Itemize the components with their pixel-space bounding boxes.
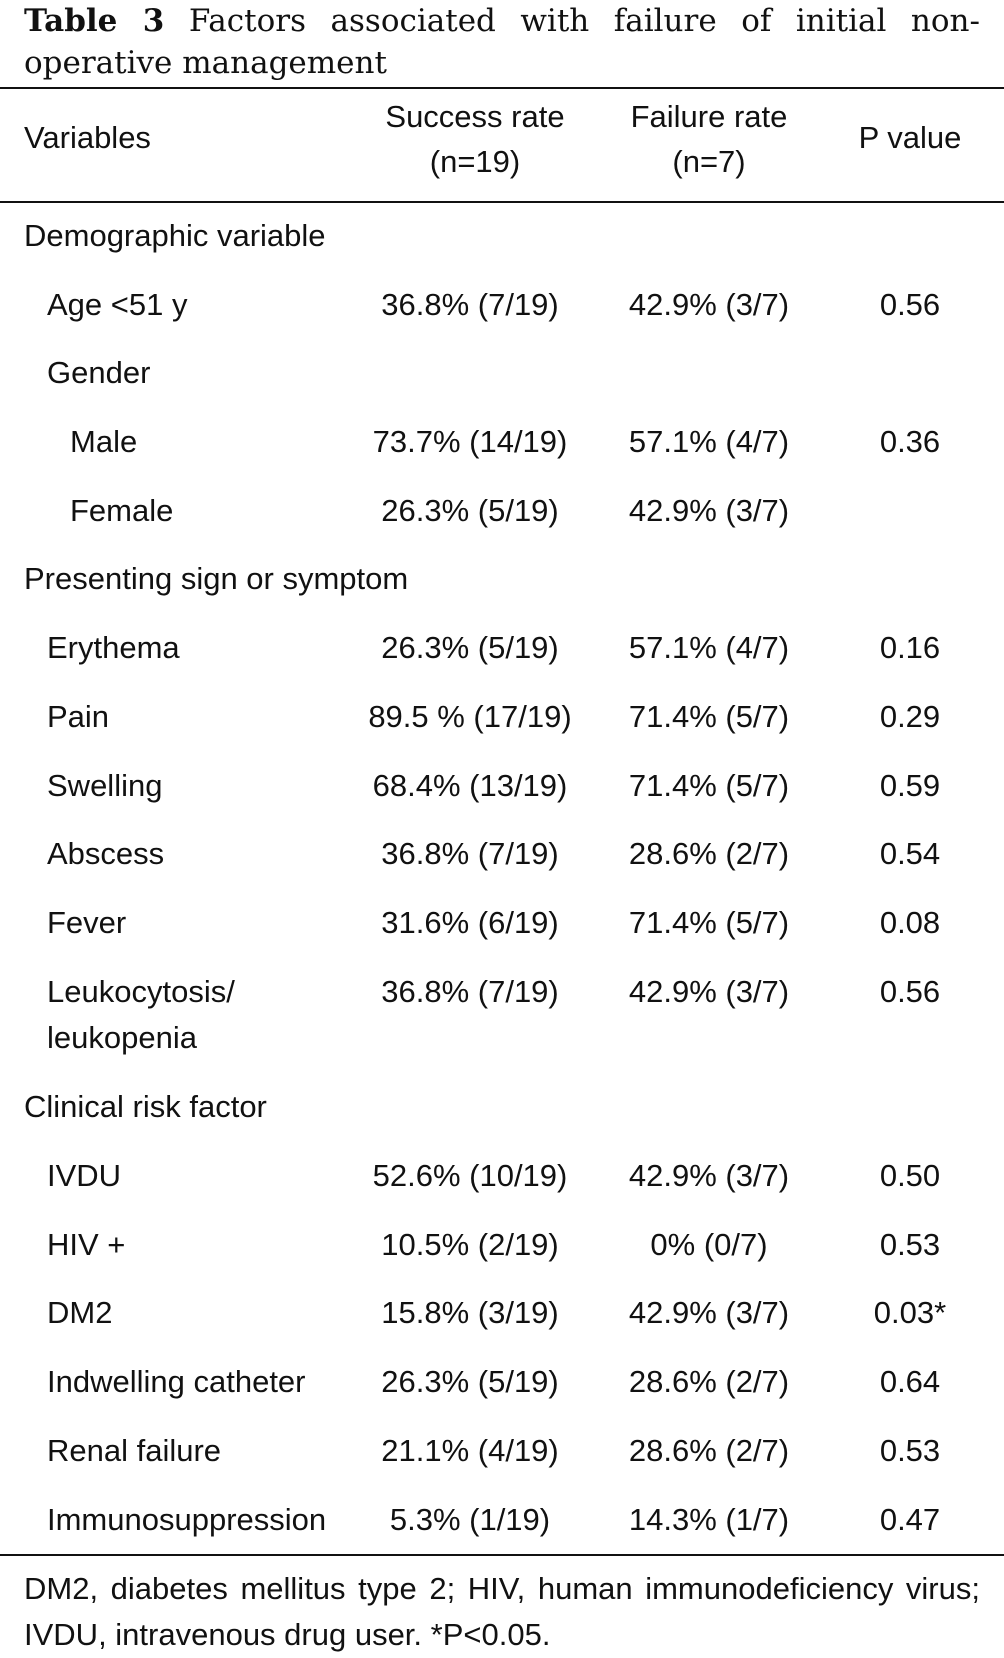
row-label: Female bbox=[70, 493, 174, 528]
pvalue-cell: 0.56 bbox=[879, 974, 941, 1009]
success-cell: 68.4% (13/19) bbox=[372, 768, 568, 803]
pvalue-cell: 0.08 bbox=[879, 905, 941, 940]
header-success-line1: Success rate bbox=[385, 99, 565, 134]
success-cell: 26.3% (5/19) bbox=[381, 493, 559, 528]
row-label: Erythema bbox=[47, 630, 180, 665]
success-cell: 21.1% (4/19) bbox=[381, 1433, 559, 1468]
failure-cell: 14.3% (1/7) bbox=[628, 1502, 790, 1537]
row-label: Gender bbox=[47, 355, 151, 390]
failure-cell: 42.9% (3/7) bbox=[628, 974, 790, 1009]
header-pvalue: P value bbox=[858, 120, 962, 155]
success-cell: 36.8% (7/19) bbox=[381, 836, 559, 871]
success-cell: 31.6% (6/19) bbox=[381, 905, 559, 940]
table-caption bbox=[24, 0, 980, 84]
success-cell: 36.8% (7/19) bbox=[381, 974, 559, 1009]
row-label: Leukocytosis/ bbox=[47, 974, 235, 1009]
table-footnote: DM2, diabetes mellitus type 2; HIV, human immunodeficiency virus; IVDU, intravenous drug user. *P<0.05. bbox=[24, 1571, 980, 1652]
pvalue-cell: 0.53 bbox=[879, 1433, 941, 1468]
failure-cell: 28.6% (2/7) bbox=[628, 1364, 790, 1399]
success-cell: 52.6% (10/19) bbox=[372, 1158, 568, 1193]
success-cell: 73.7% (14/19) bbox=[372, 424, 568, 459]
pvalue-cell: 0.59 bbox=[879, 768, 941, 803]
row-label: Renal failure bbox=[47, 1433, 222, 1468]
bottom-rule bbox=[0, 1554, 1004, 1556]
pvalue-cell: 0.56 bbox=[879, 287, 941, 322]
success-cell: 5.3% (1/19) bbox=[389, 1502, 551, 1537]
failure-cell: 71.4% (5/7) bbox=[628, 905, 790, 940]
failure-cell: 28.6% (2/7) bbox=[628, 1433, 790, 1468]
pvalue-cell: 0.64 bbox=[879, 1364, 941, 1399]
pvalue-cell: 0.50 bbox=[879, 1158, 941, 1193]
row-label: DM2 bbox=[47, 1295, 113, 1330]
pvalue-cell: 0.54 bbox=[879, 836, 941, 871]
pvalue-cell: 0.47 bbox=[879, 1502, 941, 1537]
failure-cell: 42.9% (3/7) bbox=[628, 287, 790, 322]
success-cell: 10.5% (2/19) bbox=[381, 1227, 559, 1262]
row-label: Abscess bbox=[47, 836, 165, 871]
section-label: Presenting sign or symptom bbox=[24, 561, 409, 596]
pvalue-cell: 0.29 bbox=[879, 699, 941, 734]
row-label: Indwelling catheter bbox=[47, 1364, 306, 1399]
pvalue-cell: 0.16 bbox=[879, 630, 941, 665]
header-failure-line1: Failure rate bbox=[630, 99, 788, 134]
success-cell: 89.5 % (17/19) bbox=[368, 699, 572, 734]
failure-cell: 71.4% (5/7) bbox=[628, 768, 790, 803]
failure-cell: 28.6% (2/7) bbox=[628, 836, 790, 871]
section-label: Clinical risk factor bbox=[24, 1089, 267, 1124]
row-label: Fever bbox=[47, 905, 127, 940]
pvalue-cell: 0.53 bbox=[879, 1227, 941, 1262]
row-label: Pain bbox=[47, 699, 110, 734]
header-success-line2: (n=19) bbox=[429, 144, 521, 179]
success-cell: 36.8% (7/19) bbox=[381, 287, 559, 322]
row-label: IVDU bbox=[47, 1158, 122, 1193]
row-label-continued: leukopenia bbox=[47, 1020, 197, 1055]
row-label: Swelling bbox=[47, 768, 163, 803]
pvalue-cell-significant: 0.03* bbox=[873, 1295, 947, 1330]
top-rule bbox=[0, 87, 1004, 89]
failure-cell: 71.4% (5/7) bbox=[628, 699, 790, 734]
failure-cell: 57.1% (4/7) bbox=[628, 424, 790, 459]
table-label: Table 3 bbox=[24, 3, 165, 39]
row-label: Age <51 y bbox=[47, 287, 188, 322]
failure-cell: 42.9% (3/7) bbox=[628, 1158, 790, 1193]
header-variables: Variables bbox=[24, 120, 151, 155]
failure-cell: 42.9% (3/7) bbox=[628, 1295, 790, 1330]
success-cell: 15.8% (3/19) bbox=[381, 1295, 559, 1330]
header-rule bbox=[0, 201, 1004, 203]
section-label: Demographic variable bbox=[24, 218, 326, 253]
pvalue-cell: 0.36 bbox=[879, 424, 941, 459]
failure-cell: 0% (0/7) bbox=[650, 1227, 768, 1262]
header-failure-line2: (n=7) bbox=[672, 144, 746, 179]
failure-cell: 42.9% (3/7) bbox=[628, 493, 790, 528]
row-label: Immunosuppression bbox=[47, 1502, 327, 1537]
row-label: Male bbox=[70, 424, 138, 459]
table-title: Factors associated with failure of initial non-operative management bbox=[24, 3, 980, 81]
success-cell: 26.3% (5/19) bbox=[381, 630, 559, 665]
row-label: HIV + bbox=[47, 1227, 126, 1262]
success-cell: 26.3% (5/19) bbox=[381, 1364, 559, 1399]
failure-cell: 57.1% (4/7) bbox=[628, 630, 790, 665]
